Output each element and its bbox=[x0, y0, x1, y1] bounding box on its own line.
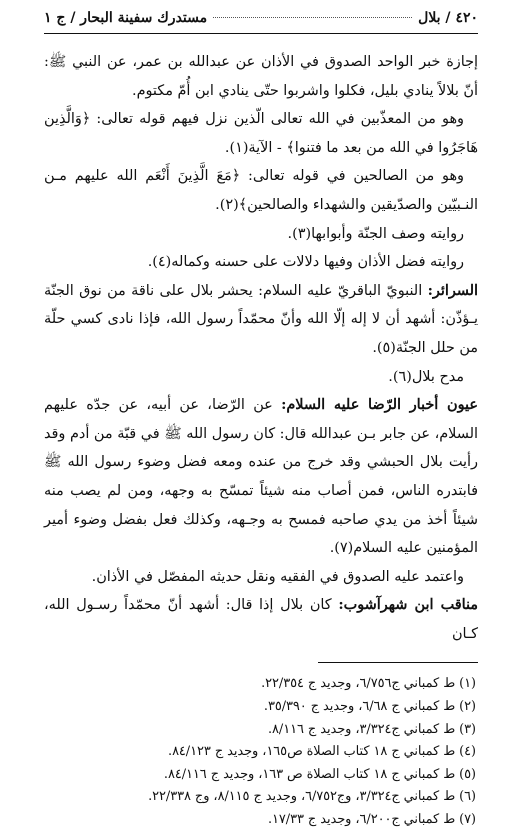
footnote-separator bbox=[318, 662, 478, 663]
footnote-5: (٥) ط كمباني ج ١٨ كتاب الصلاة ص ١٦٣، وجديد ج ٨٤/١١٦. bbox=[163, 766, 476, 782]
paragraph-5: روايته فضل الأذان وفيها دلالات على حسنه وكماله(٤). bbox=[147, 254, 464, 271]
page-number: ٤٢٠ bbox=[455, 10, 478, 26]
footnote-4: (٤) ط كمباني ج ١٨ كتاب الصلاة ص١٦٥، وجديد ج ٨٤/١٢٣. bbox=[167, 744, 476, 760]
footnote-6: (٦) ط كمباني ج٣/٣٢٤، وج٦/٧٥٢، وجديد ج ٨/١١٥، وج ٢٢/٣٣٨. bbox=[148, 789, 476, 805]
paragraph-1: إجازة خبر الواحد الصدوق في الأذان عن عبدالله بن عمر، عن النبي ﷺ: أنّ بلالاً ينادي بليل، فكلوا واشربوا حتّى ينادي ابن أُمّ مكتوم. bbox=[44, 54, 478, 99]
footnote-1: (١) ط كمباني ج٦/٧٥٦، وجديد ج ٢٢/٣٥٤. bbox=[261, 676, 476, 692]
header-dotted-leader bbox=[213, 17, 412, 18]
main-text bbox=[44, 48, 478, 648]
paragraph-6-text: النبويّ الباقريّ عليه السلام: يحشر بلال على ناقة من نوق الجنّة يـؤذّن: أشهد أن لا إله إلّا الله وأنّ محمّداً رسول الله، فإذا نادى كسي حلّة من حلل الجنّة(٥). bbox=[44, 282, 478, 356]
header-separator: / bbox=[440, 10, 451, 26]
paragraph-2: وهو من المعذّبين في الله تعالى الّذين نزل فيهم قوله تعالى: ﴿وَالَّذِين هَاجَرُوا في الله من بعد ما فتنوا﴾ - الآية(١). bbox=[44, 111, 478, 156]
paragraph-6 bbox=[44, 277, 478, 363]
paragraph-8-text: عن الرّضا، عن أبيه، عن جدّه عليهم السلام، عن جابر بـن عبدالله قال: كان رسول الله ﷺ في قبّة من أدم وقد رأيت بلال الحبشي وقد خرج من عنده ومعه فضل وضوء رسول الله ﷺ فابتدره الناس، فمن أصاب منه شيئاً تمسّح به وجهه، ومن لم يصب منه شيئاً أخذ من يدي صاحبه فمسح به وجـهه، وكذلك فعل بفضل وضوء أمير المؤمنين عليه السلام(٧). bbox=[44, 397, 478, 557]
paragraph-3: وهو من الصالحين في قوله تعالى: ﴿مَعَ الَّذِينَ أَنْعَم الله عليهم مـن النـبيّين والصدّيقين والشهداء والصالحين﴾(٢). bbox=[44, 168, 478, 213]
source-heading-sarair: السرائر: bbox=[427, 281, 479, 299]
paragraph-8 bbox=[44, 391, 478, 563]
paragraph-10 bbox=[44, 591, 478, 648]
paragraph-4: روايته وصف الجنّة وأبوابها(٣). bbox=[287, 225, 464, 242]
source-heading-uyun: عيون أخبار الرّضا عليه السلام: bbox=[281, 396, 478, 414]
running-header bbox=[44, 10, 478, 34]
section-name: بلال bbox=[418, 10, 441, 26]
footnote-7: (٧) ط كمباني ج٦/٢٠٠، وجديد ج ١٧/٣٣. bbox=[267, 812, 476, 828]
footnotes bbox=[44, 673, 478, 831]
paragraph-9: واعتمد عليه الصدوق في الفقيه ونقل حديثه المفصّل في الأذان. bbox=[91, 568, 464, 585]
footnote-3: (٣) ط كمباني ج٣/٣٢٤، وجديد ج ٨/١١٦. bbox=[267, 721, 476, 737]
footnote-2: (٢) ط كمباني ج ٦/٦٨، وجديد ج ٣٥/٣٩٠. bbox=[263, 699, 476, 715]
running-title: مستدرك سفينة البحار / ج ١ bbox=[44, 10, 208, 26]
page-info bbox=[418, 10, 478, 26]
paragraph-10-text: كان بلال إذا قال: أشهد أنّ محمّداً رسـول الله، كـان bbox=[44, 597, 478, 642]
source-heading-manaqib: مناقب ابن شهرآشوب: bbox=[338, 596, 479, 614]
paragraph-7: مدح بلال(٦). bbox=[388, 368, 464, 385]
